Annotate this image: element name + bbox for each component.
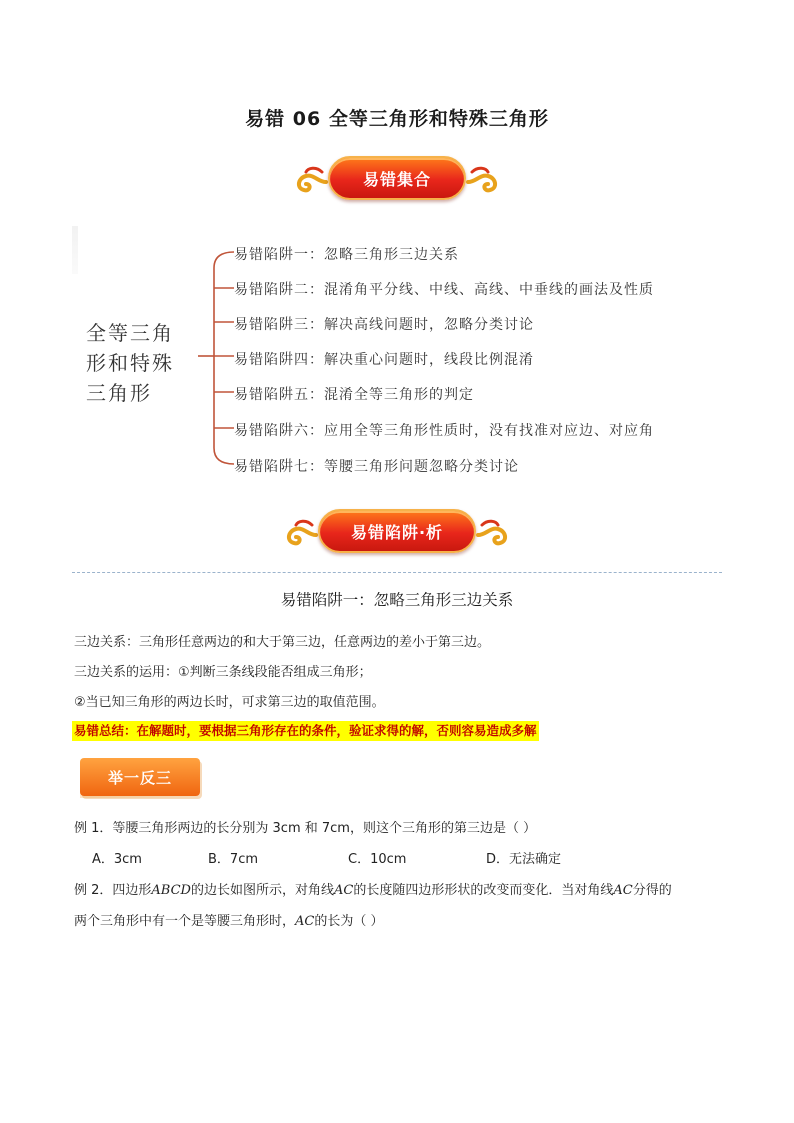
cloud-swirl-left-icon <box>282 515 318 549</box>
text-run: 例 2．四边形 <box>74 883 152 898</box>
mindmap-item: 易错陷阱一：忽略三角形三边关系 <box>234 247 459 263</box>
mindmap-root <box>86 318 196 408</box>
banner-label: 易错集合 <box>328 156 466 200</box>
decorative-shade <box>72 226 78 274</box>
paragraph-usage: 三边关系的运用：①判断三条线段能否组成三角形； <box>74 665 372 680</box>
mindmap-item: 易错陷阱四：解决重心问题时，线段比例混淆 <box>234 352 534 368</box>
mindmap-item: 易错陷阱五：混淆全等三角形的判定 <box>234 387 474 403</box>
mindmap-root-line: 全等三角 <box>86 321 174 345</box>
text-run: 的边长如图所示，对角线 <box>190 883 334 898</box>
math-var: AC <box>613 883 633 898</box>
example-2-line-2 <box>74 910 384 929</box>
math-var: ABCD <box>151 883 191 898</box>
example-1-question: 例 1．等腰三角形两边的长分别为 3cm 和 7cm，则这个三角形的第三边是（ ） <box>74 821 537 836</box>
option-d: D．无法确定 <box>486 852 562 867</box>
option-b: B．7cm <box>208 852 259 867</box>
section-heading: 易错陷阱一：忽略三角形三边关系 <box>280 591 514 609</box>
option-a: A．3cm <box>92 852 142 867</box>
math-var: AC <box>333 883 354 898</box>
page-title: 易错 06 全等三角形和特殊三角形 <box>245 108 549 130</box>
mindmap-connectors <box>198 238 238 478</box>
text-run: 的长度随四边形形状的改变而变化．当对角线 <box>353 883 614 898</box>
section-banner-collection <box>292 152 502 204</box>
paragraph-rule: 三边关系：三角形任意两边的和大于第三边，任意两边的差小于第三边。 <box>74 635 491 650</box>
math-var: AC <box>295 914 315 929</box>
mindmap-item: 易错陷阱六：应用全等三角形性质时，没有找准对应边、对应角 <box>234 423 654 439</box>
section-banner-analysis <box>282 505 512 557</box>
mindmap-item: 易错陷阱三：解决高线问题时，忽略分类讨论 <box>234 317 534 333</box>
error-summary-highlight: 易错总结：在解题时，要根据三角形存在的条件，验证求得的解，否则容易造成多解 <box>72 721 539 741</box>
mindmap-root-line: 三角形 <box>86 381 152 405</box>
dashed-divider <box>72 572 722 573</box>
text-run: 的长为（ ） <box>314 914 384 929</box>
banner-label: 易错陷阱·析 <box>318 509 476 553</box>
text-run: 分得的 <box>632 883 672 898</box>
cloud-swirl-right-icon <box>476 515 512 549</box>
mindmap-item: 易错陷阱二：混淆角平分线、中线、高线、中垂线的画法及性质 <box>234 282 654 298</box>
practice-tag: 举一反三 <box>80 758 200 796</box>
cloud-swirl-left-icon <box>292 162 328 196</box>
example-2-line-1 <box>74 879 672 898</box>
option-c: C．10cm <box>348 852 407 867</box>
text-run: 两个三角形中有一个是等腰三角形时， <box>74 914 296 929</box>
cloud-swirl-right-icon <box>466 162 502 196</box>
mindmap-item: 易错陷阱七：等腰三角形问题忽略分类讨论 <box>234 459 519 475</box>
paragraph-usage-2: ②当已知三角形的两边长时，可求第三边的取值范围。 <box>74 695 385 710</box>
mindmap-root-line: 形和特殊 <box>86 351 174 375</box>
